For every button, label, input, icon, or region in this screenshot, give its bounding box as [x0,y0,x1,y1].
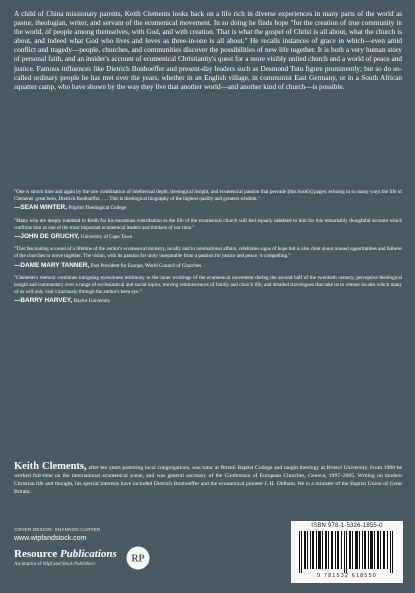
imprint-prefix: An imprint of [14,562,42,567]
publisher-name [14,548,117,560]
isbn-number: ISBN 978-1-5326-1855-0 [311,523,383,529]
endorsement-text: "One is struck time and again by the rare combination of intellectual depth, theological insight, and ecumenical passion that pervade [this book's] pages; echoing in so many ways the life of Clements' great hero, Dietrich Bonhoeffer. . . . This is theological biography of the highest quality and greatest wisdom." [14,189,402,203]
endorser-affiliation: Past President for Europe, World Council of Churches [90,262,202,269]
endorsement-author [14,297,402,305]
endorser-affiliation: Baylor University [73,298,111,305]
endorser-name: —DAME MARY TANNER, [14,261,90,269]
barcode-icon [295,531,399,573]
endorsement-author [14,233,402,241]
publisher-logo-icon [126,546,150,570]
publisher-logo-letters: RP [131,553,145,565]
publisher-word-1: Resource [14,548,58,560]
endorsement [14,218,402,242]
imprint-name: Wipf and Stock Publishers [42,562,96,567]
publisher-website: www.wipfandstock.com [14,535,87,542]
endorser-name: —JOHN DE GRUCHY, [14,233,80,241]
endorsement [14,189,402,213]
endorser-name: —SEAN WINTER, [14,204,67,212]
book-blurb: A child of China missionary parents, Keith Clements looks back on a life rich in diverse experiences in many parts of the world as pastor, theologian, writer, and servant of the ecumenical movement. In so doing he finds hope "for the creation of true community in the world, of people among themselves, with God, and with creation. That is what the gospel of Christ is all about, what the church is about, and indeed what God who lives and loves as three-in-one is all about." He recalls instances of grace in which—even amid conflict and tragedy—people, churches, and communities discover the possibilities of new life together. It is both a very human story of personal faith, and an insider's account of ecumenical Christianity's quest for a more visibly united church and a world of peace and justice. Famous influences like Dietrich Bonhoeffer and present-day leaders such as Desmond Tutu figure prominently; but so do so-called ordinary people he has met over the years, whether in an English village, in communist East Germany, or in a South African squatter camp, who have shown by the way they live that another world—and another kind of church—is possible. [14,10,402,91]
endorsement-author [14,262,402,270]
endorser-affiliation: University of Cape Town [80,234,133,241]
endorsements [14,189,402,311]
endorsement-text: "Many who are deeply indebted to Keith for his enormous contribution to the life of the ecumenical church will feel equally indebted to him for this remarkably thoughtful account which confirms him as one of the most important ecumenical leaders and thinkers of our time." [14,217,402,231]
endorsement [14,275,402,306]
endorsement-author [14,204,402,212]
barcode-digits: 9 781532 618550 [317,573,377,579]
barcode-panel [291,521,403,583]
endorsement [14,246,402,270]
author-bio-text: after ten years pastoring local congregations, was tutor at Bristol Baptist College and taught theology at Bristol University. From 1990 he worked full-time on the international ecumenical scene, and was general secretary of the Conference of European Churches, Geneva, 1997–2005. Writing on modern Christian life and thought, his special interests have included Dietrich Bonhoeffer and the ecumenical pioneer J. H. Oldham. He is a minister of the Baptist Union of Great Britain. [14,465,402,495]
endorser-affiliation: Pilgrim Theological College [68,205,127,212]
publisher-word-2: Publications [59,548,117,560]
publisher-imprint [14,562,95,567]
endorsement-text: "Clements's memoir combines intriguing eyewitness testimony to the inner workings of the ecumenical movement during the second half of the twentieth century, perceptive theological insight and commentary over a range of ecclesiastical and social topics, moving reminiscences of family and church life, and detailed travelogues that take us to remote locales which many of us will only visit vicariously through the author's keen eye." [14,274,402,296]
endorser-name: —BARRY HARVEY, [14,297,73,305]
cover-design-credit: COVER DESIGN: SHANNON CARTER [14,527,101,532]
endorsement-text: "This fascinating account of a lifetime of the author's ecumenical ministry, locally and in international affairs, celebrates signs of hope but is also clear about missed opportunities and failures of the churches to move together. The vision, with its passion for unity inseparable from a passion for justice and peace, is compelling." [14,246,402,260]
author-bio [14,463,402,497]
author-name: Keith Clements, [14,461,87,472]
